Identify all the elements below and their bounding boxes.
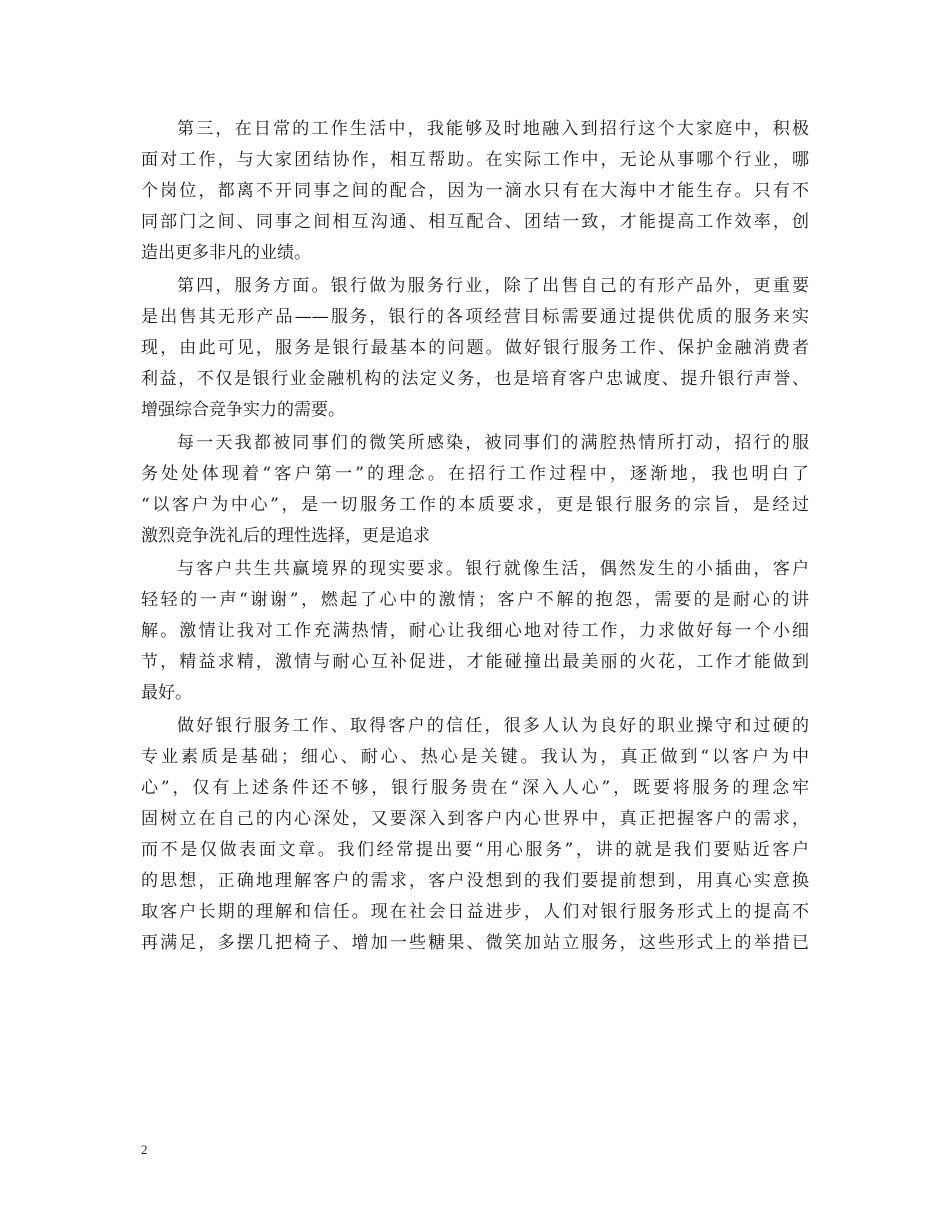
text-line: 造出更多非凡的业绩。 — [141, 243, 311, 263]
text-line: 与客户共生共赢境界的现实要求。银行就像生活，偶然发生的小插曲，客户 — [177, 559, 809, 579]
text-line: 每一天我都被同事们的微笑所感染，被同事们的满腔热情所打动，招行的服 — [177, 433, 809, 453]
paragraph-4 — [141, 554, 809, 709]
page-number: 2 — [141, 1142, 148, 1157]
text-line: 利益，不仅是银行业金融机构的法定义务，也是培育客户忠诚度、提升银行声誉、 — [141, 369, 809, 389]
text-line: 第四，服务方面。银行做为服务行业，除了出售自己的有形产品外，更重要 — [177, 276, 809, 296]
text-line: 增强综合竞争实力的需要。 — [141, 400, 345, 420]
text-line: 的思想，正确地理解客户的需求，客户没想到的我们要提前想到，用真心实意换 — [141, 871, 809, 891]
text-line: 固树立在自己的内心深处，又要深入到客户内心世界中，真正把握客户的需求， — [141, 809, 809, 829]
paragraph-2 — [141, 271, 809, 426]
text-line: 务处处体现着“客户第一”的理念。在招行工作过程中，逐渐地，我也明白了 — [141, 464, 809, 484]
text-line: 面对工作，与大家团结协作，相互帮助。在实际工作中，无论从事哪个行业，哪 — [141, 150, 809, 170]
text-line: 轻轻的一声“谢谢”，燃起了心中的激情；客户不解的抱怨，需要的是耐心的讲 — [141, 590, 809, 610]
paragraph-1 — [141, 114, 809, 269]
text-line: 最好。 — [141, 683, 192, 703]
text-line: 再满足，多摆几把椅子、增加一些糖果、微笑加站立服务，这些形式上的举措已 — [141, 933, 809, 953]
text-line: 现，由此可见，服务是银行最基本的问题。做好银行服务工作、保护金融消费者 — [141, 338, 809, 358]
text-line: 节，精益求精，激情与耐心互补促进，才能碰撞出最美丽的火花，工作才能做到 — [141, 652, 809, 672]
text-line: 激烈竞争洗礼后的理性选择，更是追求 — [141, 526, 430, 546]
text-line: 同部门之间、同事之间相互沟通、相互配合、团结一致，才能提高工作效率，创 — [141, 212, 809, 232]
document-body — [141, 114, 809, 959]
text-line: 是出售其无形产品——服务，银行的各项经营目标需要通过提供优质的服务来实 — [141, 307, 809, 327]
text-line: 专业素质是基础；细心、耐心、热心是关键。我认为，真正做到“以客户为中 — [141, 747, 809, 767]
paragraph-5 — [141, 711, 809, 959]
text-line: 第三，在日常的工作生活中，我能够及时地融入到招行这个大家庭中，积极 — [177, 119, 809, 139]
text-line: “以客户为中心”，是一切服务工作的本质要求，更是银行服务的宗旨，是经过 — [141, 495, 809, 515]
text-line: 解。激情让我对工作充满热情，耐心让我细心地对待工作，力求做好每一个小细 — [141, 621, 809, 641]
text-line: 个岗位，都离不开同事之间的配合，因为一滴水只有在大海中才能生存。只有不 — [141, 181, 809, 201]
paragraph-3 — [141, 428, 809, 552]
text-line: 而不是仅做表面文章。我们经常提出要“用心服务”，讲的就是我们要贴近客户 — [141, 840, 809, 860]
text-line: 取客户长期的理解和信任。现在社会日益进步，人们对银行服务形式上的提高不 — [141, 902, 809, 922]
text-line: 做好银行服务工作、取得客户的信任，很多人认为良好的职业操守和过硬的 — [177, 716, 809, 736]
text-line: 心”，仅有上述条件还不够，银行服务贵在“深入人心”，既要将服务的理念牢 — [141, 778, 809, 798]
